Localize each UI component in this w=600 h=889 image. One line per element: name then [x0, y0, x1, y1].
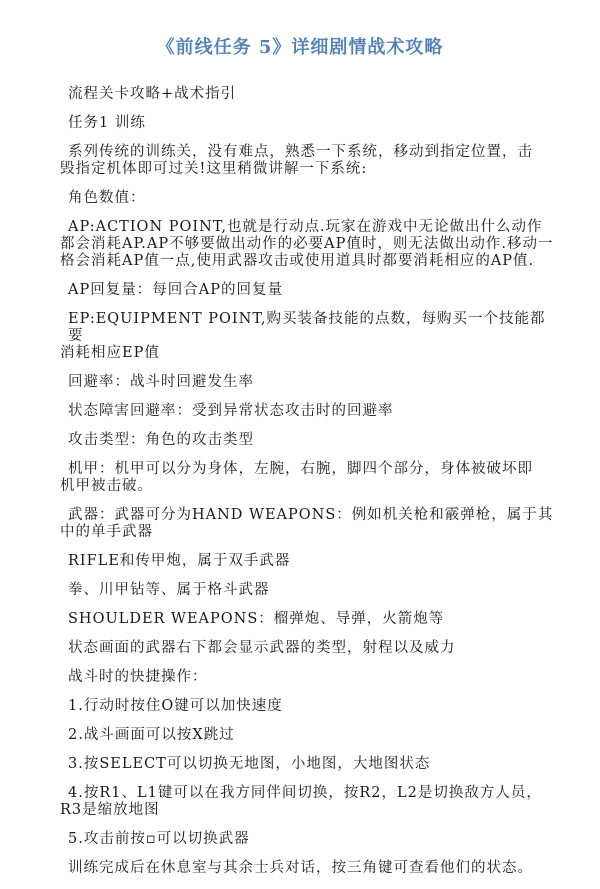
paragraph-line: SHOULDER WEAPONS：榴弹炮、导弹，火箭炮等	[68, 611, 445, 627]
paragraph	[60, 461, 558, 495]
paragraph-line: 任务1 训练	[68, 115, 146, 131]
paragraph	[60, 507, 558, 541]
paragraph-continuation: 毁指定机体即可过关!这里稍微讲解一下系统:	[60, 161, 368, 177]
paragraph	[60, 144, 558, 178]
paragraph	[68, 831, 558, 848]
paragraph	[68, 698, 558, 715]
paragraph-line: 回避率：战斗时回避发生率	[68, 374, 254, 390]
paragraph	[60, 219, 558, 270]
paragraph-continuation: R3是缩放地图	[60, 802, 160, 818]
paragraph	[68, 86, 558, 103]
paragraph-line: 机甲：机甲可以分为身体，左腕，右腕，脚四个部分，身体被破坏即	[68, 461, 533, 477]
paragraph	[68, 669, 558, 686]
paragraph-line: EP:EQUIPMENT POINT,购买装备技能的点数，每购买一个技能都要	[68, 311, 546, 344]
paragraph-line: 拳、川甲钻等、属于格斗武器	[68, 582, 270, 598]
paragraph-continuation: 消耗相应EP值	[60, 345, 160, 361]
paragraph-line: 状态画面的武器右下都会显示武器的类型，射程以及威力	[68, 640, 456, 656]
paragraph-line: 4.按R1、L1键可以在我方同伴间切换，按R2，L2是切换敌方人员，	[68, 785, 542, 801]
paragraph	[68, 115, 558, 132]
paragraph	[68, 282, 558, 299]
paragraph-line: 1.行动时按住O键可以加快速度	[68, 698, 283, 714]
document-body	[60, 86, 558, 889]
paragraph	[68, 432, 558, 449]
paragraph-line: 流程关卡攻略+战术指引	[68, 86, 237, 102]
paragraph-line: 战斗时的快捷操作：	[68, 669, 208, 685]
paragraph	[60, 785, 558, 819]
paragraph	[68, 727, 558, 744]
paragraph-line: 武器：武器可分为HAND WEAPONS：例如机关枪和霰弹枪，属于其	[68, 507, 554, 523]
paragraph-line: 训练完成后在休息室与其余士兵对话，按三角键可查看他们的状态。	[68, 860, 533, 876]
paragraph	[68, 611, 558, 628]
paragraph-line: 2.战斗画面可以按X跳过	[68, 727, 235, 743]
paragraph-line: RIFLE和传甲炮，属于双手武器	[68, 553, 291, 569]
paragraph	[68, 582, 558, 599]
paragraph-continuation: 机甲被击破。	[60, 478, 153, 494]
paragraph	[60, 311, 558, 362]
paragraph-line: AP:ACTION POINT,也就是行动点.玩家在游戏中无论做出什么动作	[68, 219, 543, 235]
paragraph	[68, 190, 558, 207]
paragraph-line: AP回复量：每回合AP的回复量	[68, 282, 283, 298]
paragraph	[68, 403, 558, 420]
paragraph-continuation: 中的单手武器	[60, 524, 153, 540]
paragraph-line: 系列传统的训练关，没有难点，熟悉一下系统，移动到指定位置，击	[68, 144, 533, 160]
paragraph	[68, 553, 558, 570]
paragraph-line: 5.攻击前按▫可以切换武器	[68, 831, 250, 847]
paragraph-line: 3.按SELECT可以切换无地图，小地图，大地图状态	[68, 756, 431, 772]
paragraph-line: 状态障害回避率：受到异常状态攻击时的回避率	[68, 403, 394, 419]
paragraph	[68, 640, 558, 657]
page-title: 《前线任务 5》详细剧情战术攻略	[156, 37, 444, 58]
paragraph	[68, 374, 558, 391]
paragraph-line: 攻击类型：角色的攻击类型	[68, 432, 254, 448]
paragraph	[68, 860, 558, 877]
paragraph-continuation: 都会消耗AP.AP不够要做出动作的必要AP值时，则无法做出动作.移动一格会消耗AP值一点,使用武器攻击或使用道具时都要消耗相应的AP值.	[60, 236, 554, 269]
paragraph	[68, 756, 558, 773]
paragraph-line: 角色数值：	[68, 190, 146, 206]
